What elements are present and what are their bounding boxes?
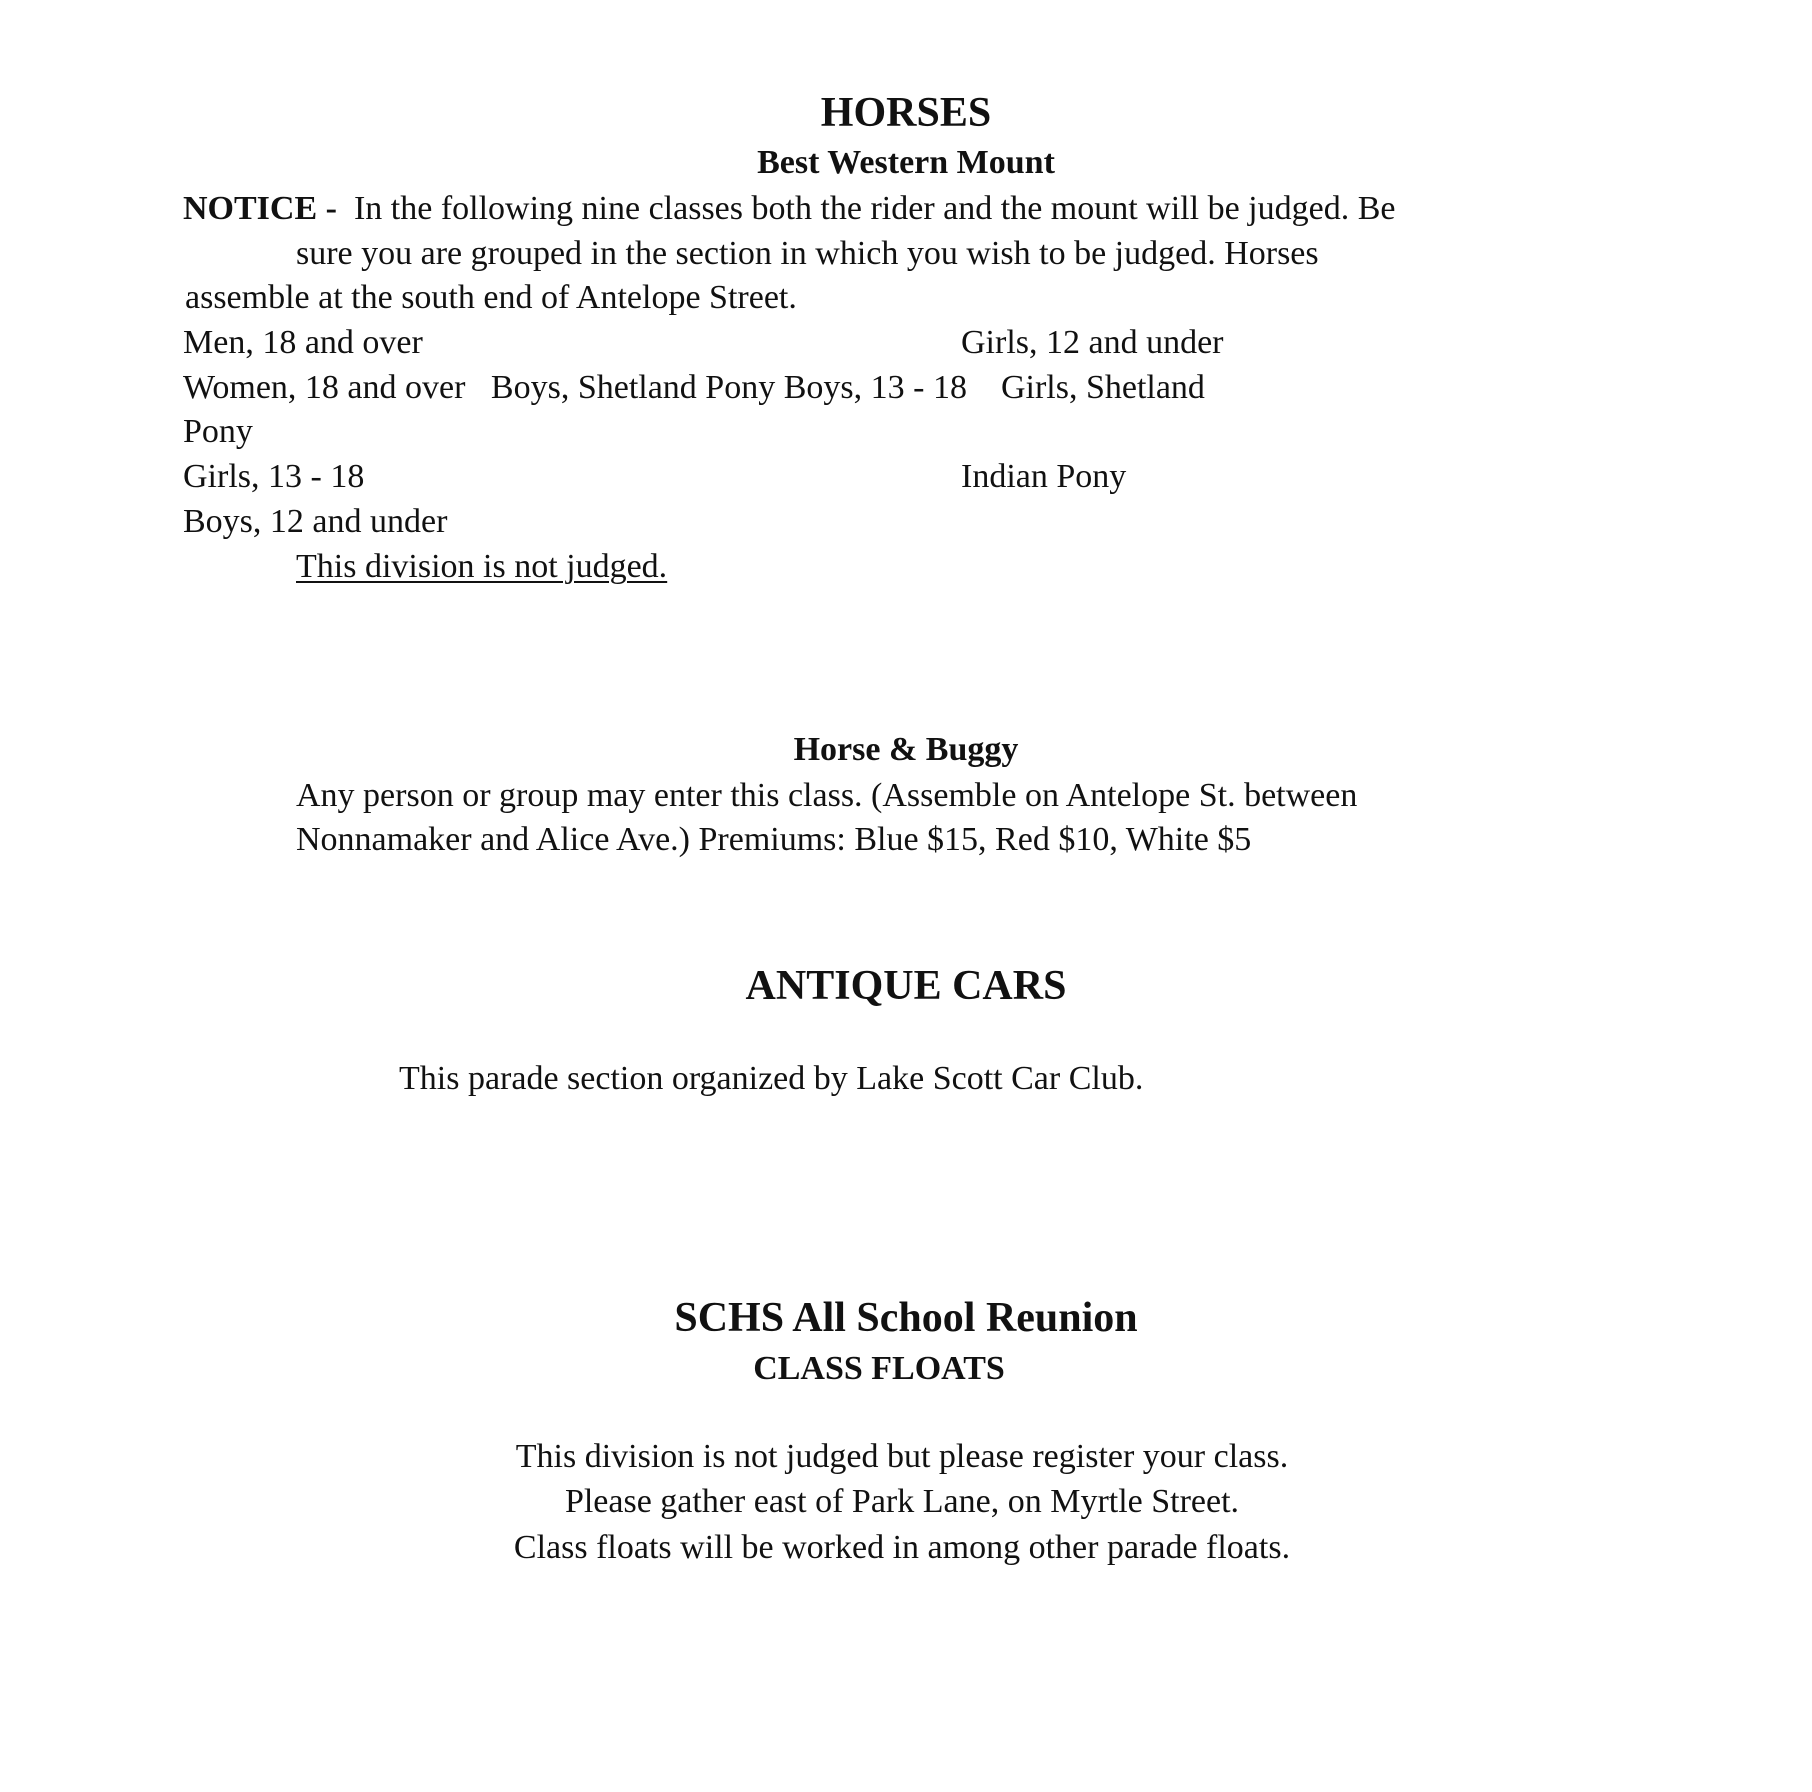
class-indian-pony: Indian Pony bbox=[961, 458, 1127, 495]
class-girls-12-under: Girls, 12 and under bbox=[961, 324, 1224, 361]
class-row-women-boys: Women, 18 and over Boys, Shetland Pony Boys, 13 - 18 Girls, Shetland bbox=[183, 369, 1205, 406]
class-boys-12-under: Boys, 12 and under bbox=[183, 503, 448, 540]
antique-cars-body: This parade section organized by Lake Scott Car Club. bbox=[399, 1060, 1144, 1097]
class-men: Men, 18 and over bbox=[183, 324, 423, 361]
reunion-line1: This division is not judged but please register your class. bbox=[515, 1438, 1289, 1475]
notice-label: NOTICE - bbox=[183, 190, 337, 227]
notice-paragraph-line1 bbox=[183, 192, 1395, 226]
notice-text-line2: sure you are grouped in the section in which you wish to be judged. Horses bbox=[296, 235, 1319, 272]
horse-buggy-line2: Nonnamaker and Alice Ave.) Premiums: Blue $15, Red $10, White $5 bbox=[296, 821, 1252, 858]
notice-text-line3: assemble at the south end of Antelope Street. bbox=[185, 279, 797, 316]
class-girls-13-18: Girls, 13 - 18 bbox=[183, 458, 365, 495]
horse-buggy-title: Horse & Buggy bbox=[793, 731, 1019, 768]
horses-not-judged-note: This division is not judged. bbox=[296, 548, 668, 585]
reunion-line3: Class floats will be worked in among other parade floats. bbox=[513, 1529, 1291, 1566]
notice-text-line1: In the following nine classes both the rider and the mount will be judged. Be bbox=[353, 190, 1396, 227]
reunion-line2: Please gather east of Park Lane, on Myrtle Street. bbox=[564, 1483, 1240, 1520]
horse-buggy-line1: Any person or group may enter this class. (Assemble on Antelope St. between bbox=[296, 777, 1358, 814]
reunion-title: SCHS All School Reunion bbox=[674, 1295, 1138, 1341]
horses-title: HORSES bbox=[820, 90, 992, 136]
reunion-subtitle: CLASS FLOATS bbox=[753, 1350, 1005, 1387]
horses-subtitle: Best Western Mount bbox=[757, 144, 1055, 181]
class-pony-wrap: Pony bbox=[183, 413, 253, 450]
antique-cars-title: ANTIQUE CARS bbox=[745, 963, 1067, 1009]
